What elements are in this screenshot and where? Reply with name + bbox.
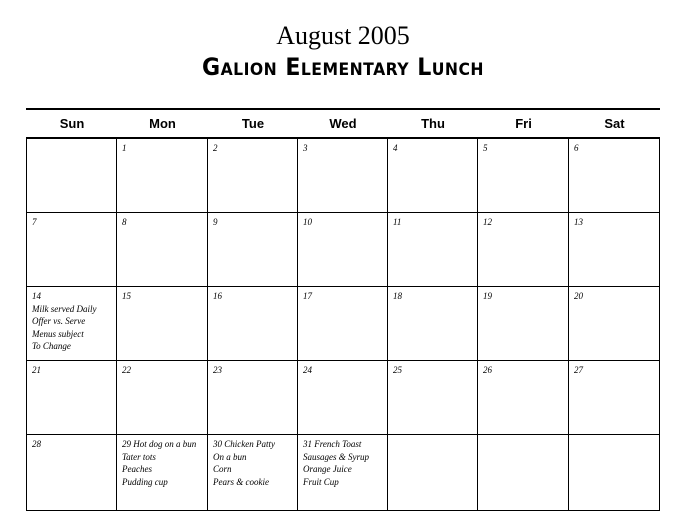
day-header-line (574, 216, 659, 229)
menu-entree: French Toast (312, 439, 362, 449)
weekday-thu: Thu (421, 116, 445, 131)
day-number: 14 (32, 291, 41, 301)
weekday-wed: Wed (329, 116, 357, 131)
menu-line: To Change (32, 341, 71, 351)
top-rule (26, 108, 660, 110)
day-header-line (393, 364, 477, 377)
calendar-day-cell (27, 139, 117, 213)
calendar-day-cell (117, 139, 208, 213)
day-number: 15 (122, 291, 131, 301)
menu-line: Peaches (122, 464, 152, 474)
day-header-line (122, 142, 207, 155)
calendar-day-cell (117, 361, 208, 435)
calendar-day-cell (27, 361, 117, 435)
calendar-day-cell (478, 213, 569, 287)
calendar-day-cell (388, 361, 478, 435)
day-number: 19 (483, 291, 492, 301)
day-number: 9 (213, 217, 218, 227)
day-header-line (213, 216, 297, 229)
day-number: 18 (393, 291, 402, 301)
menu-entree: Hot dog on a bun (131, 439, 197, 449)
menu-line: Offer vs. Serve (32, 316, 86, 326)
day-header-line (483, 142, 568, 155)
day-header-line (303, 290, 387, 303)
weekday-sat: Sat (604, 116, 625, 131)
calendar-day-cell (569, 139, 660, 213)
calendar-day-cell (388, 213, 478, 287)
day-header-line (393, 290, 477, 303)
calendar-day-cell (478, 435, 569, 510)
day-header-line (122, 290, 207, 303)
day-number: 16 (213, 291, 222, 301)
day-header-line (303, 142, 387, 155)
calendar-day-cell (388, 435, 478, 510)
calendar-day-cell (208, 287, 298, 361)
calendar-day-cell (478, 287, 569, 361)
calendar-day-cell (117, 287, 208, 361)
day-number: 25 (393, 365, 402, 375)
day-number: 23 (213, 365, 222, 375)
day-number: 8 (122, 217, 127, 227)
day-number: 4 (393, 143, 398, 153)
weekday-tue: Tue (241, 116, 265, 131)
day-header-line (303, 364, 387, 377)
day-number: 22 (122, 365, 131, 375)
weekday-mon: Mon (149, 116, 176, 131)
calendar-day-cell (569, 287, 660, 361)
calendar-day-cell (208, 435, 298, 510)
calendar-day-cell (208, 213, 298, 287)
day-header-line (574, 364, 659, 377)
day-header-line (32, 216, 116, 229)
calendar-day-cell (298, 435, 388, 510)
day-header-line (483, 364, 568, 377)
day-number: 7 (32, 217, 37, 227)
day-number: 30 (213, 439, 222, 449)
day-number: 2 (213, 143, 218, 153)
day-header-line (122, 216, 207, 229)
day-header-line (213, 364, 297, 377)
menu-line: Orange Juice (303, 464, 352, 474)
day-header-line (483, 290, 568, 303)
weekday-fri: Fri (515, 116, 532, 131)
menu-line: Pudding cup (122, 476, 168, 487)
calendar-day-cell (388, 287, 478, 361)
calendar-day-cell (478, 139, 569, 213)
day-number: 29 (122, 439, 131, 449)
calendar-day-cell (298, 287, 388, 361)
calendar-day-cell (27, 213, 117, 287)
day-number: 17 (303, 291, 312, 301)
day-number: 24 (303, 365, 312, 375)
day-number: 3 (303, 143, 308, 153)
day-header-line (303, 216, 387, 229)
day-header-line (32, 290, 116, 303)
menu-line: Tater tots (122, 451, 156, 462)
calendar-day-cell (117, 213, 208, 287)
weekday-header-row (27, 112, 660, 136)
day-number: 26 (483, 365, 492, 375)
menu-line: Pears & cookie (213, 476, 269, 487)
menu-line: Menus subject (32, 328, 84, 339)
calendar-day-cell (569, 435, 660, 510)
calendar-day-cell (298, 361, 388, 435)
school-lunch-title: Galion Elementary Lunch (202, 53, 484, 81)
day-number: 27 (574, 365, 583, 375)
calendar-day-cell (27, 435, 117, 510)
calendar-grid (26, 139, 660, 511)
calendar-day-cell (208, 361, 298, 435)
menu-line: Sausages & Syrup (303, 451, 369, 462)
day-header-line (32, 364, 116, 377)
day-number: 28 (32, 439, 41, 449)
day-header-line (574, 142, 659, 155)
menu-line: On a bun (213, 451, 247, 462)
day-number: 13 (574, 217, 583, 227)
day-number: 31 (303, 439, 312, 449)
day-number: 6 (574, 143, 579, 153)
day-number: 10 (303, 217, 312, 227)
day-header-line (213, 290, 297, 303)
day-number: 11 (393, 217, 402, 227)
calendar-day-cell (569, 361, 660, 435)
day-header-line (393, 216, 477, 229)
day-header-line (122, 364, 207, 377)
day-number: 5 (483, 143, 488, 153)
day-number: 1 (122, 143, 127, 153)
day-header-line (483, 216, 568, 229)
calendar-day-cell (298, 213, 388, 287)
day-header-line (574, 290, 659, 303)
calendar-day-cell (478, 361, 569, 435)
day-number: 20 (574, 291, 583, 301)
calendar-day-cell (208, 139, 298, 213)
day-number: 21 (32, 365, 41, 375)
calendar-day-cell (298, 139, 388, 213)
calendar-day-cell (569, 213, 660, 287)
day-number: 12 (483, 217, 492, 227)
calendar-day-cell (388, 139, 478, 213)
calendar-day-cell (117, 435, 208, 510)
day-header-line (213, 438, 297, 451)
calendar-day-cell (27, 287, 117, 361)
day-header-line (122, 438, 207, 451)
day-header-line (393, 142, 477, 155)
menu-line: Fruit Cup (303, 476, 339, 487)
day-header-line (213, 142, 297, 155)
menu-entree: Chicken Patty (222, 439, 275, 449)
day-header-line (32, 438, 116, 451)
day-header-line (303, 438, 387, 451)
menu-line: Milk served Daily (32, 303, 97, 314)
weekday-sun: Sun (59, 116, 85, 131)
month-title: August 2005 (276, 21, 410, 50)
menu-line: Corn (213, 464, 232, 474)
